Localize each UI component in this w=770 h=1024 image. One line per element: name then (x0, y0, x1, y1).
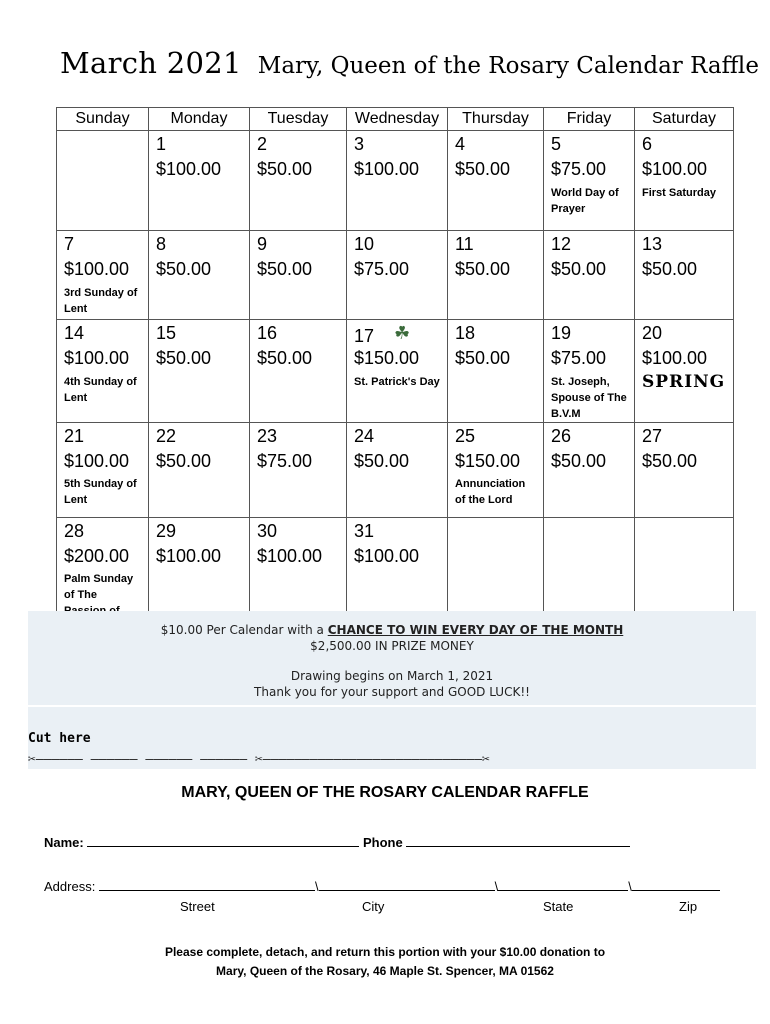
prize-amount: $100.00 (64, 348, 130, 368)
prize-amount: $50.00 (455, 259, 511, 279)
day-number: 23 (257, 425, 278, 446)
calendar-day-cell (57, 231, 149, 320)
day-number: 14 (64, 323, 85, 343)
cut-here-label: Cut here (28, 731, 91, 746)
calendar-day-cell (448, 320, 544, 423)
spring-label: SPRING (642, 371, 726, 392)
prize-amount: $100.00 (257, 545, 323, 566)
calendar-week-row (57, 320, 734, 423)
address-label: Address: (44, 879, 96, 894)
calendar-day-cell (347, 231, 448, 320)
day-header: Saturday (635, 108, 734, 131)
calendar-day-cell (250, 131, 347, 231)
promo-emphasis: CHANCE TO WIN EVERY DAY OF THE MONTH (327, 623, 624, 637)
address-row (44, 876, 720, 894)
day-number: 26 (551, 425, 572, 446)
day-number: 5 (551, 134, 562, 154)
state-caption: State (543, 899, 574, 914)
calendar-day-cell (347, 131, 448, 231)
day-number: 21 (64, 425, 85, 446)
calendar-day-cell (57, 131, 149, 231)
calendar-day-cell (544, 131, 635, 231)
day-number: 2 (257, 134, 268, 154)
prize-amount: $50.00 (156, 348, 212, 368)
return-instructions (0, 943, 770, 981)
street-caption: Street (180, 899, 215, 914)
address-separator: \ (494, 879, 499, 894)
day-header: Friday (544, 108, 635, 131)
day-number: 25 (455, 425, 476, 446)
calendar-day-cell (149, 320, 250, 423)
prize-amount: $100.00 (642, 159, 708, 179)
calendar-day-cell (448, 231, 544, 320)
day-number: 10 (354, 234, 375, 254)
day-number (64, 134, 142, 156)
prize-amount: $50.00 (257, 259, 313, 279)
prize-amount: $100.00 (354, 159, 420, 179)
day-header: Thursday (448, 108, 544, 131)
calendar-day-cell (347, 422, 448, 517)
calendar-day-cell (57, 422, 149, 517)
calendar-day-cell (544, 422, 635, 517)
day-note: 5th Sunday of Lent (64, 478, 137, 507)
day-number: 29 (156, 520, 177, 541)
shamrock-icon: ☘ (394, 323, 411, 343)
day-number: 22 (156, 425, 177, 446)
day-number: 7 (64, 234, 75, 254)
day-number: 27 (642, 425, 663, 446)
calendar-day-cell (448, 131, 544, 231)
prize-amount: $50.00 (642, 450, 698, 471)
city-field[interactable] (319, 876, 495, 891)
day-number (551, 521, 628, 543)
day-number: 15 (156, 323, 177, 343)
prize-amount: $75.00 (257, 450, 313, 471)
name-field[interactable] (87, 832, 359, 847)
prize-amount: $150.00 (354, 348, 420, 368)
day-note: First Saturday (642, 186, 716, 199)
day-number (642, 521, 727, 543)
day-number: 16 (257, 323, 278, 343)
calendar-header-row (57, 108, 734, 131)
day-header: Tuesday (250, 108, 347, 131)
prize-amount: $100.00 (156, 545, 222, 566)
day-note: St. Patrick's Day (354, 375, 440, 388)
prize-amount: $100.00 (156, 159, 222, 179)
prize-amount: $100.00 (642, 348, 708, 368)
day-number: 6 (642, 134, 653, 154)
return-address: Mary, Queen of the Rosary, 46 Maple St. Spencer, MA 01562 (216, 964, 554, 978)
prize-amount: $50.00 (551, 259, 607, 279)
promo-drawing-date: Drawing begins on March 1, 2021 (290, 669, 494, 683)
calendar-table (56, 107, 734, 636)
calendar-day-cell (544, 231, 635, 320)
cut-section (28, 707, 756, 769)
prize-amount: $100.00 (354, 545, 420, 566)
day-note: World Day of Prayer (551, 186, 619, 215)
address-separator: \ (314, 879, 319, 894)
day-note: Annunciation of the Lord (455, 478, 526, 507)
prize-amount: $50.00 (455, 348, 511, 368)
day-number: 17 ☘ (354, 323, 411, 346)
calendar-day-cell (149, 131, 250, 231)
calendar-day-cell (635, 320, 734, 423)
calendar-week-row (57, 422, 734, 517)
scissors-cut-line: ✂—————— —————— —————— —————— ✂————————————————————————————✂ (28, 752, 490, 767)
street-field[interactable] (99, 876, 315, 891)
calendar-day-cell (250, 320, 347, 423)
page-title (60, 46, 759, 80)
prize-amount: $200.00 (64, 545, 130, 566)
calendar-day-cell (149, 231, 250, 320)
day-number: 1 (156, 134, 167, 154)
calendar-day-cell (250, 231, 347, 320)
state-field[interactable] (498, 876, 628, 891)
prize-amount: $50.00 (455, 159, 511, 179)
zip-caption: Zip (679, 899, 698, 914)
prize-amount: $100.00 (64, 259, 130, 279)
day-note: Palm Sunday of The (64, 573, 134, 602)
zip-field[interactable] (632, 876, 720, 891)
phone-label: Phone (363, 835, 403, 850)
promo-prize-money: $2,500.00 IN PRIZE MONEY (310, 639, 474, 653)
calendar-day-cell (149, 422, 250, 517)
day-number: 31 (354, 520, 375, 541)
prize-amount: $50.00 (156, 259, 212, 279)
day-header: Wednesday (347, 108, 448, 131)
prize-amount: $50.00 (156, 450, 212, 471)
calendar-day-cell (635, 131, 734, 231)
prize-amount: $50.00 (257, 348, 313, 368)
prize-amount: $100.00 (64, 450, 130, 471)
day-note: 3rd Sunday of Lent (64, 286, 138, 315)
prize-amount: $50.00 (354, 450, 410, 471)
day-header: Sunday (57, 108, 149, 131)
city-caption: City (362, 899, 385, 914)
prize-amount: $75.00 (354, 259, 410, 279)
calendar-day-cell (635, 422, 734, 517)
day-note: St. Joseph, Spouse of The B.V.M (551, 375, 627, 420)
day-number: 9 (257, 234, 268, 254)
phone-field[interactable] (406, 832, 630, 847)
name-label: Name: (44, 835, 84, 850)
day-note: 4th Sunday of Lent (64, 375, 137, 404)
day-header: Monday (149, 108, 250, 131)
return-instructions-line-1: Please complete, detach, and return this portion with your $10.00 donation to (164, 945, 606, 959)
form-title: MARY, QUEEN OF THE ROSARY CALENDAR RAFFLE (181, 784, 589, 801)
prize-amount: $75.00 (551, 348, 607, 368)
day-number (455, 521, 537, 543)
day-number: 18 (455, 323, 476, 343)
day-number: 19 (551, 323, 572, 343)
calendar-day-cell (635, 231, 734, 320)
title-raffle-name: Mary, Queen of the Rosary Calendar Raffle (257, 53, 759, 79)
day-number: 3 (354, 134, 365, 154)
day-number: 30 (257, 520, 278, 541)
day-number: 20 (642, 323, 663, 343)
day-number: 12 (551, 234, 572, 254)
prize-amount: $50.00 (642, 259, 698, 279)
day-number: 4 (455, 134, 466, 154)
day-number: 24 (354, 425, 375, 446)
calendar-week-row (57, 231, 734, 320)
promo-price: $10.00 Per Calendar with a (160, 623, 324, 637)
prize-amount: $75.00 (551, 159, 607, 179)
calendar-day-cell (57, 320, 149, 423)
calendar-day-cell (250, 422, 347, 517)
address-separator: \ (628, 879, 632, 894)
prize-amount: $150.00 (455, 450, 521, 471)
promo-thanks: Thank you for your support and GOOD LUCK!! (254, 685, 530, 699)
day-number: 13 (642, 234, 663, 254)
calendar-day-cell (448, 422, 544, 517)
day-number: 11 (455, 234, 474, 254)
promo-banner (28, 611, 756, 705)
promo-line-1 (28, 622, 756, 638)
calendar-week-row (57, 131, 734, 231)
calendar-day-cell (347, 320, 448, 423)
day-number: 28 (64, 520, 85, 541)
prize-amount: $50.00 (551, 450, 607, 471)
prize-amount: $50.00 (257, 159, 313, 179)
name-phone-row (44, 832, 630, 850)
calendar-day-cell (544, 320, 635, 423)
day-number: 8 (156, 234, 167, 254)
title-month: March 2021 (60, 46, 242, 80)
